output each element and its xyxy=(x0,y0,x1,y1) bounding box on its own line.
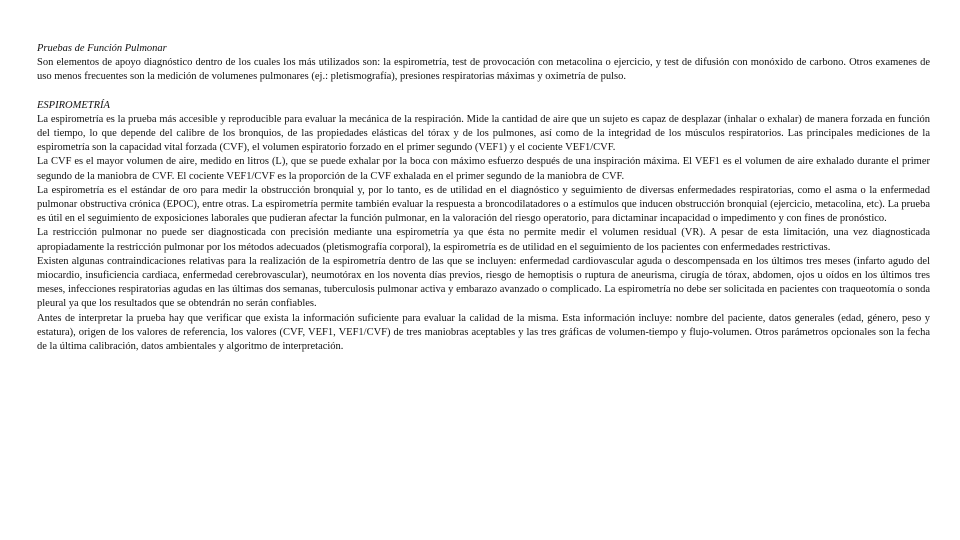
paragraph-1: La espirometría es la prueba más accesible y reproducible para evaluar la mecánica de la respiración. Mide la cantidad de aire que un sujeto es capaz de desplazar (inhalar o exhalar) de manera forzada en función del tiempo, lo que depende del calibre de los bronquios, de las propiedades elásticas del tórax y de los pulmones, así como de la integridad de los músculos respiratorios. Las principales mediciones de la espirometría son la capacidad vital forzada (CVF), el volumen espiratorio forzado en el primer segundo (VEF1) y el cociente VEF1/CVF. xyxy=(37,113,930,154)
paragraph-3: La espirometría es el estándar de oro para medir la obstrucción bronquial y, por lo tanto, es de utilidad en el diagnóstico y seguimiento de diversas enfermedades respiratorias, como el asma o la enfermedad pulmonar obstructiva crónica (EPOC), entre otras. La espirometría permite también evaluar la respuesta a broncodilatadores o a estímulos que inducen obstrucción bronquial (ejercicio, metacolina, etc). La prueba es útil en el seguimiento de exposiciones laborales que pudieran afectar la función pulmonar, en la valoración del riesgo operatorio, para dictaminar incapacidad o impedimento y con fines de pronóstico. xyxy=(37,184,930,225)
document-title: Pruebas de Función Pulmonar xyxy=(37,43,167,54)
paragraph-4: La restricción pulmonar no puede ser diagnosticada con precisión mediante una espirometría ya que ésta no permite medir el volumen residual (VR). A pesar de esta limitación, una vez diagnosticada apropiadamente la restricción pulmonar por los métodos adecuados (pletismografía corporal), la espirometría es de utilidad en el seguimiento de los pacientes con enfermedades restrictivas. xyxy=(37,227,930,253)
paragraph-5: Existen algunas contraindicaciones relativas para la realización de la espirometría dentro de las que se incluyen: enfermedad cardiovascular aguda o descompensada en los últimos tres meses (infarto agudo del miocardio, insuficiencia cardiaca, enfermedad cerebrovascular), neumotórax en los noventa días previos, riesgo de hemoptisis o ruptura de aneurisma, cirugía de tórax, abdomen, ojos u oídos en los últimos tres meses, infecciones respiratorias agudas en las últimas dos semanas, tuberculosis pulmonar activa y embarazo avanzado o complicado. La espirometría no debe ser solicitada en pacientes con traqueotomía o sonda pleural ya que los resultados que se obtendrán no serán confiables. xyxy=(37,255,930,310)
document-body xyxy=(37,42,930,354)
section-title: ESPIROMETRÍA xyxy=(37,99,110,111)
paragraph-2: La CVF es el mayor volumen de aire, medido en litros (L), que se puede exhalar por la boca con máximo esfuerzo después de una inspiración máxima. El VEF1 es el volumen de aire exhalado durante el primer segundo de la maniobra de CVF. El cociente VEF1/CVF es la proporción de la CVF exhalada en el primer segundo de la maniobra de CVF. xyxy=(37,156,930,182)
intro-paragraph: Son elementos de apoyo diagnóstico dentro de los cuales los más utilizados son: la espirometría, test de provocación con metacolina o ejercicio, y test de difusión con monóxido de carbono. Otros examenes de uso menos frecuentes son la medición de volumenes pulmonares (ej.: pletismografía), presiones respiratorias máximas y oximetría de pulso. xyxy=(37,57,930,83)
paragraph-6: Antes de interpretar la prueba hay que verificar que exista la información suficiente para evaluar la calidad de la misma. Esta información incluye: nombre del paciente, datos generales (edad, género, peso y estatura), origen de los valores de referencia, los valores (CVF, VEF1, VEF1/CVF) de tres maniobras aceptables y las tres gráficas de volumen-tiempo y flujo-volumen. Otros parámetros opcionales son la fecha de la última calibración, datos ambientales y algoritmo de interpretación. xyxy=(37,312,930,353)
section-spacer xyxy=(37,85,930,99)
